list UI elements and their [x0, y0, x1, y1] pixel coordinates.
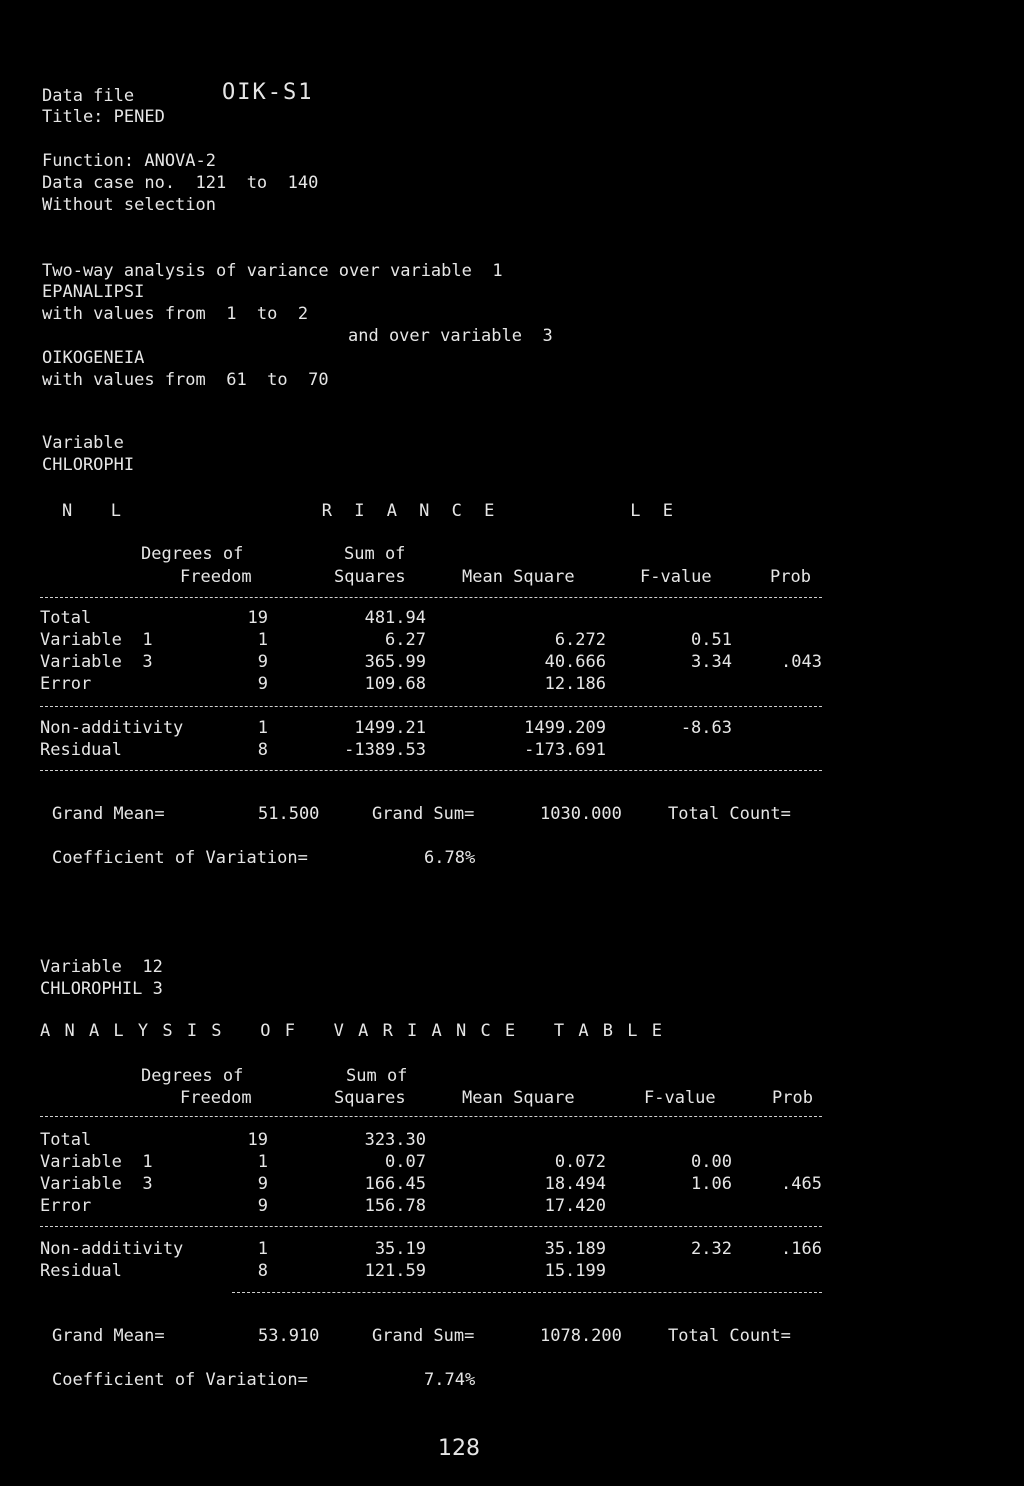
row-f: -8.63 [680, 718, 732, 738]
selection-line: Without selection [42, 195, 216, 215]
row-ss: 121.59 [364, 1261, 426, 1281]
row-ms: 1499.209 [524, 718, 606, 738]
row-f: 2.32 [691, 1239, 732, 1259]
s2-col-degrees-2: Freedom [180, 1088, 252, 1108]
row-df: 8 [257, 1261, 268, 1281]
s1-grand-mean: 51.500 [258, 804, 320, 824]
description-line-3: with values from 1 to 2 [42, 304, 309, 324]
row-label: Variable 1 [40, 1152, 153, 1172]
row-df: 1 [257, 630, 268, 650]
title-line: Title: PENED [42, 107, 165, 127]
s1-grand-sum-label: Grand Sum= [372, 804, 475, 824]
row-label: Non-additivity [40, 718, 184, 738]
row-df: 9 [257, 1196, 268, 1216]
section1-table-title: N L R I A N C E L E [62, 501, 679, 521]
row-ms: 6.272 [554, 630, 606, 650]
s1-rule-bottom [40, 770, 822, 771]
row-ss: 35.19 [374, 1239, 426, 1259]
row-ss: 481.94 [364, 608, 426, 628]
row-ss: 1499.21 [354, 718, 426, 738]
s1-rule-mid [40, 706, 822, 707]
s1-cv-label: Coefficient of Variation= [52, 848, 308, 868]
row-label: Total [40, 1130, 92, 1150]
row-df: 9 [257, 674, 268, 694]
description-line-2: EPANALIPSI [42, 282, 145, 302]
data-file-value: OIK-S1 [222, 80, 314, 105]
s1-total-count-label: Total Count= [668, 804, 791, 824]
section2-variable-name: CHLOROPHIL 3 [40, 979, 163, 999]
s2-cv-label: Coefficient of Variation= [52, 1370, 308, 1390]
row-ms: 17.420 [544, 1196, 606, 1216]
row-ms: 12.186 [544, 674, 606, 694]
row-ss: 156.78 [364, 1196, 426, 1216]
s2-grand-sum: 1078.200 [540, 1326, 622, 1346]
row-label: Non-additivity [40, 1239, 184, 1259]
row-df: 1 [257, 1239, 268, 1259]
row-f: 3.34 [691, 652, 732, 672]
s2-grand-mean-label: Grand Mean= [52, 1326, 165, 1346]
s2-grand-sum-label: Grand Sum= [372, 1326, 475, 1346]
row-label: Variable 3 [40, 652, 153, 672]
row-label: Total [40, 608, 92, 628]
s1-col-sum-2: Squares [334, 567, 406, 587]
s1-rule-top [40, 597, 822, 598]
s2-col-prob: Prob [772, 1088, 813, 1108]
s1-col-f: F-value [640, 567, 712, 587]
section1-variable-name: CHLOROPHI [42, 455, 135, 475]
s2-total-count-label: Total Count= [668, 1326, 791, 1346]
description-line-1: Two-way analysis of variance over variable 1 [42, 261, 503, 281]
s2-grand-mean: 53.910 [258, 1326, 320, 1346]
s2-col-degrees-1: Degrees of [141, 1066, 244, 1086]
row-df: 1 [257, 718, 268, 738]
row-df: 8 [257, 740, 268, 760]
row-ss: 0.07 [385, 1152, 426, 1172]
page-number: 128 [438, 1436, 480, 1461]
s2-col-mean: Mean Square [462, 1088, 575, 1108]
row-df: 19 [247, 1130, 268, 1150]
row-ss: 6.27 [385, 630, 426, 650]
s2-col-sum-2: Squares [334, 1088, 406, 1108]
s1-col-degrees-1: Degrees of [141, 544, 244, 564]
s2-rule-mid [40, 1226, 822, 1227]
s1-col-sum-1: Sum of [344, 544, 406, 564]
row-ss: 365.99 [364, 652, 426, 672]
row-ss: 109.68 [364, 674, 426, 694]
row-ms: 0.072 [554, 1152, 606, 1172]
s2-rule-top [40, 1116, 822, 1117]
row-p: .166 [781, 1239, 822, 1259]
row-ms: 35.189 [544, 1239, 606, 1259]
row-label: Error [40, 674, 92, 694]
row-f: 1.06 [691, 1174, 732, 1194]
row-ss: 323.30 [364, 1130, 426, 1150]
description-line-5: OIKOGENEIA [42, 348, 145, 368]
s2-cv: 7.74% [424, 1370, 476, 1390]
s1-grand-sum: 1030.000 [540, 804, 622, 824]
s1-col-prob: Prob [770, 567, 811, 587]
description-line-6: with values from 61 to 70 [42, 370, 329, 390]
row-df: 1 [257, 1152, 268, 1172]
section2-variable-label: Variable 12 [40, 957, 163, 977]
row-df: 9 [257, 1174, 268, 1194]
row-label: Residual [40, 1261, 122, 1281]
row-p: .465 [781, 1174, 822, 1194]
row-ms: 18.494 [544, 1174, 606, 1194]
s1-grand-mean-label: Grand Mean= [52, 804, 165, 824]
row-ms: 15.199 [544, 1261, 606, 1281]
s1-cv: 6.78% [424, 848, 476, 868]
s1-col-degrees-2: Freedom [180, 567, 252, 587]
row-ss: -1389.53 [344, 740, 426, 760]
section1-variable-label: Variable [42, 433, 124, 453]
case-line: Data case no. 121 to 140 [42, 173, 319, 193]
row-f: 0.00 [691, 1152, 732, 1172]
row-label: Variable 1 [40, 630, 153, 650]
data-file-label: Data file [42, 86, 135, 106]
row-f: 0.51 [691, 630, 732, 650]
description-line-4: and over variable 3 [348, 326, 553, 346]
row-label: Variable 3 [40, 1174, 153, 1194]
s2-col-sum-1: Sum of [346, 1066, 408, 1086]
function-line: Function: ANOVA-2 [42, 151, 216, 171]
s1-col-mean: Mean Square [462, 567, 575, 587]
s2-col-f: F-value [644, 1088, 716, 1108]
s2-rule-bottom [232, 1292, 822, 1293]
row-ss: 166.45 [364, 1174, 426, 1194]
row-df: 19 [247, 608, 268, 628]
row-df: 9 [257, 652, 268, 672]
section2-table-title: A N A L Y S I S O F V A R I A N C E T A B L E [40, 1021, 664, 1041]
row-label: Error [40, 1196, 92, 1216]
row-label: Residual [40, 740, 122, 760]
row-ms: -173.691 [524, 740, 606, 760]
row-p: .043 [781, 652, 822, 672]
row-ms: 40.666 [544, 652, 606, 672]
